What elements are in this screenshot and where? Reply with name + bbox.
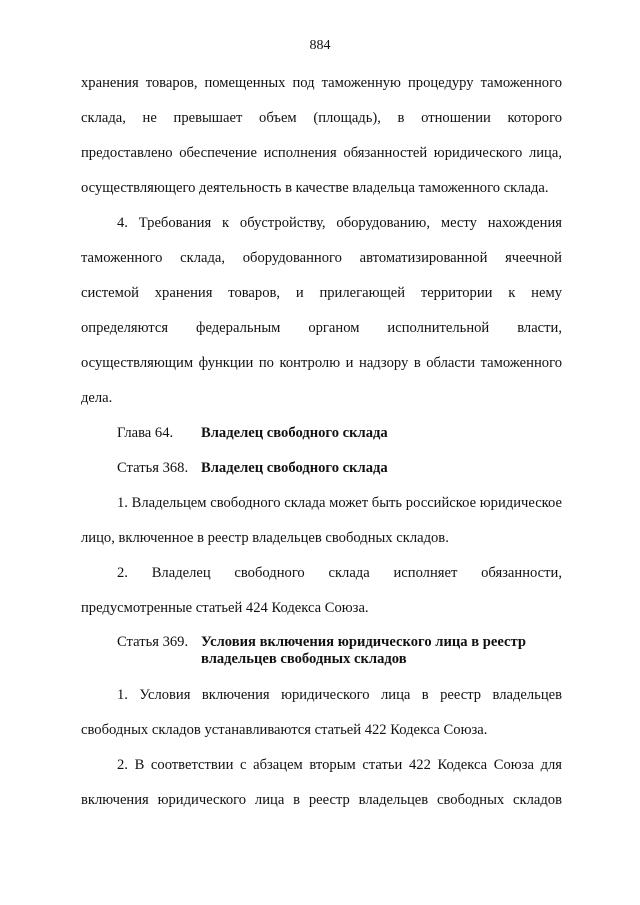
article-label: Статья 369. bbox=[117, 634, 189, 650]
paragraph: 1. Условия включения юридического лица в реестр владельцев свободных складов устанавливаются статьей 422 Кодекса Союза. bbox=[81, 687, 562, 738]
article-title: Условия включения юридического лица в реестр владельцев свободных складов bbox=[201, 634, 526, 667]
page-number: 884 bbox=[309, 38, 331, 53]
paragraph: 2. Владелец свободного склада исполняет обязанности, предусмотренные статьей 424 Кодекса Союза. bbox=[81, 565, 562, 616]
article-title: Владелец свободного склада bbox=[201, 460, 388, 476]
article-heading bbox=[81, 626, 562, 678]
paragraph: 2. В соответствии с абзацем вторым статьи 422 Кодекса Союза для включения юридического лица в реестр владельцев свободных складов bbox=[81, 757, 562, 808]
chapter-label: Глава 64. bbox=[117, 425, 174, 441]
paragraph: хранения товаров, помещенных под таможенную процедуру таможенного склада, не превышает объем (площадь), в отношении которого предоставлено обеспечение исполнения обязанностей юридического лица, осуществляющего деятельность в качестве владельца таможенного склада. bbox=[81, 75, 562, 196]
paragraph: 1. Владельцем свободного склада может быть российское юридическое лицо, включенное в реестр владельцев свободных складов. bbox=[81, 495, 562, 546]
article-heading bbox=[81, 451, 562, 486]
document-body bbox=[81, 66, 562, 818]
chapter-heading bbox=[81, 416, 562, 451]
chapter-title: Владелец свободного склада bbox=[201, 425, 388, 441]
paragraph: 4. Требования к обустройству, оборудованию, месту нахождения таможенного склада, оборудованного автоматизированной ячеечной системой хранения товаров, и прилегающей территории к нему определяются федеральным органом исполнительной власти, осуществляющим функции по контролю и надзору в области таможенного дела. bbox=[81, 215, 562, 406]
article-label: Статья 368. bbox=[117, 460, 189, 476]
